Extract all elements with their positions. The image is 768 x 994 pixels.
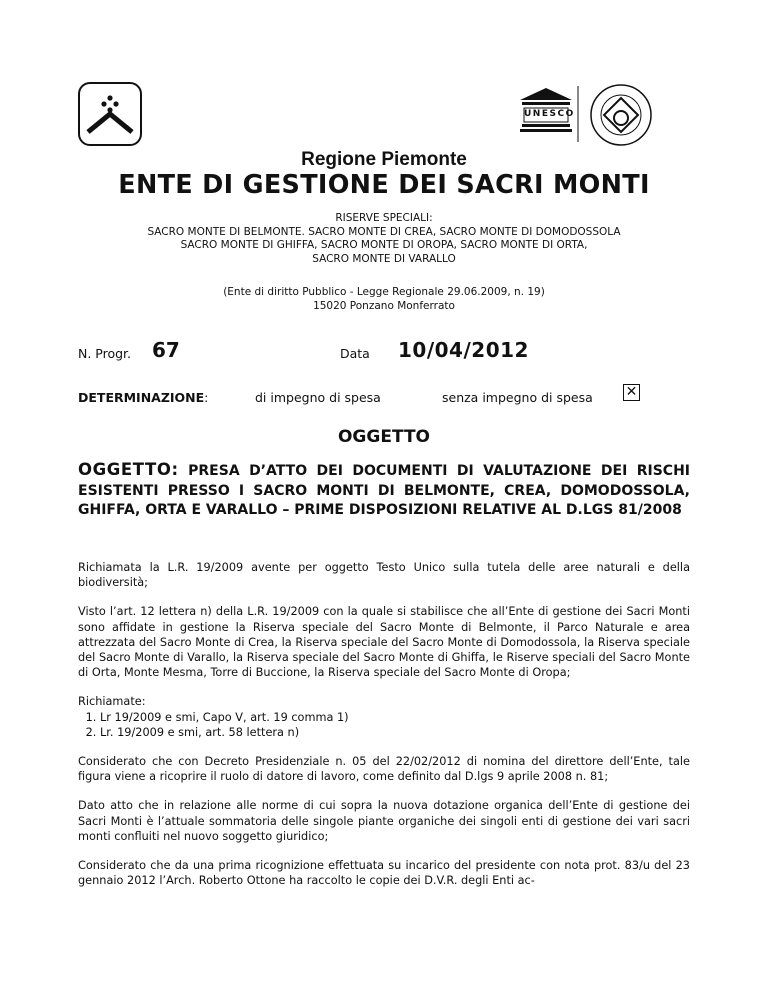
list-item: 2. Lr. 19/2009 e smi, art. 58 lettera n) xyxy=(100,725,690,740)
ente-title: ENTE DI GESTIONE DEI SACRI MONTI xyxy=(118,170,650,200)
check-x-icon: ✕ xyxy=(625,384,638,400)
option-senza-impegno: senza impegno di spesa xyxy=(442,390,593,405)
data-value: 10/04/2012 xyxy=(398,338,529,362)
riserve-line: SACRO MONTE DI VARALLO xyxy=(312,252,456,265)
document-body xyxy=(78,560,690,902)
oggetto-subject xyxy=(78,460,690,521)
unesco-wordmark: UNESCO xyxy=(524,109,575,119)
sacri-monti-logo xyxy=(78,82,142,146)
determinazione-label xyxy=(78,390,208,405)
paragraph-3: Considerato che con Decreto Presidenziale n. 05 del 22/02/2012 di nomina del direttore dell’Ente, tale figura viene a ricoprire il ruolo di datore di lavoro, come definito dal D.lgs 9 aprile 2008 n. 81; xyxy=(78,755,690,784)
list-item: 1. Lr 19/2009 e smi, Capo V, art. 19 comma 1) xyxy=(100,710,690,725)
legal-block xyxy=(0,286,768,313)
paragraph-1: Richiamata la L.R. 19/2009 avente per oggetto Testo Unico sulla tutela delle aree naturali e della biodiversità; xyxy=(78,561,690,590)
legal-line: (Ente di diritto Pubblico - Legge Regionale 29.06.2009, n. 19) xyxy=(223,286,545,298)
riserve-block xyxy=(0,212,768,266)
riserve-line: SACRO MONTE DI BELMONTE. SACRO MONTE DI CREA, SACRO MONTE DI DOMODOSSOLA xyxy=(147,225,621,238)
region-title: Regione Piemonte xyxy=(301,149,467,170)
legal-line: 15020 Ponzano Monferrato xyxy=(313,299,455,312)
riserve-line: SACRO MONTE DI GHIFFA, SACRO MONTE DI OROPA, SACRO MONTE DI ORTA, xyxy=(180,239,588,251)
richiamate-list xyxy=(78,710,690,740)
senza-impegno-checkbox[interactable] xyxy=(623,384,640,401)
riserve-line: RISERVE SPECIALI: xyxy=(335,212,433,224)
paragraph-2: Visto l’art. 12 lettera n) della L.R. 19/2009 con la quale si stabilisce che all’Ente di gestione dei Sacri Monti sono affidate in gestione la Riserva speciale del Sacro Monte di Belmonte, il Parco Naturale e area attrezzata del Sacro Monte di Crea, la Riserva speciale del Sacro Monte di Domodossola, la Riserva speciale del Sacro Monte di Varallo, la Riserva speciale del Sacro Monte di Ghiffa, le Riserve speciali del Sacro Monte di Orta, Monte Mesma, Torre di Buccione, la Riserva speciale del Sacro Monte di Oropa; xyxy=(78,605,690,680)
oggetto-lead: OGGETTO: xyxy=(78,460,179,479)
determinazione-colon: : xyxy=(204,390,209,405)
determinazione-title: DETERMINAZIONE xyxy=(78,390,205,405)
progr-value: 67 xyxy=(152,338,180,362)
richiamate-label: Richiamate: xyxy=(78,695,146,709)
unesco-heritage-logo xyxy=(516,82,661,148)
paragraph-4: Dato atto che in relazione alle norme di cui sopra la nuova dotazione organica dell’Ente di gestione dei Sacri Monti è l’attuale sommatoria delle singole piante organiche dei singoli enti di gestione dei vari sacri monti confluiti nel nuovo soggetto giuridico; xyxy=(78,799,690,843)
paragraph-5: Considerato che da una prima ricognizione effettuata su incarico del presidente con nota prot. 83/u del 23 gennaio 2012 l’Arch. Roberto Ottone ha raccolto le copie dei D.V.R. degli Enti ac- xyxy=(78,859,690,888)
oggetto-heading: OGGETTO xyxy=(337,427,430,447)
data-label: Data xyxy=(340,346,370,361)
oggetto-text: PRESA D’ATTO DEI DOCUMENTI DI VALUTAZIONE DEI RISCHI ESISTENTI PRESSO I SACRO MONTI DI BELMONTE, CREA, DOMODOSSOLA, GHIFFA, ORTA E VARALLO – PRIME DISPOSIZIONI RELATIVE AL D.LGS 81/2008 xyxy=(78,463,691,518)
option-con-impegno: di impegno di spesa xyxy=(255,390,381,405)
progr-label: N. Progr. xyxy=(78,346,132,361)
